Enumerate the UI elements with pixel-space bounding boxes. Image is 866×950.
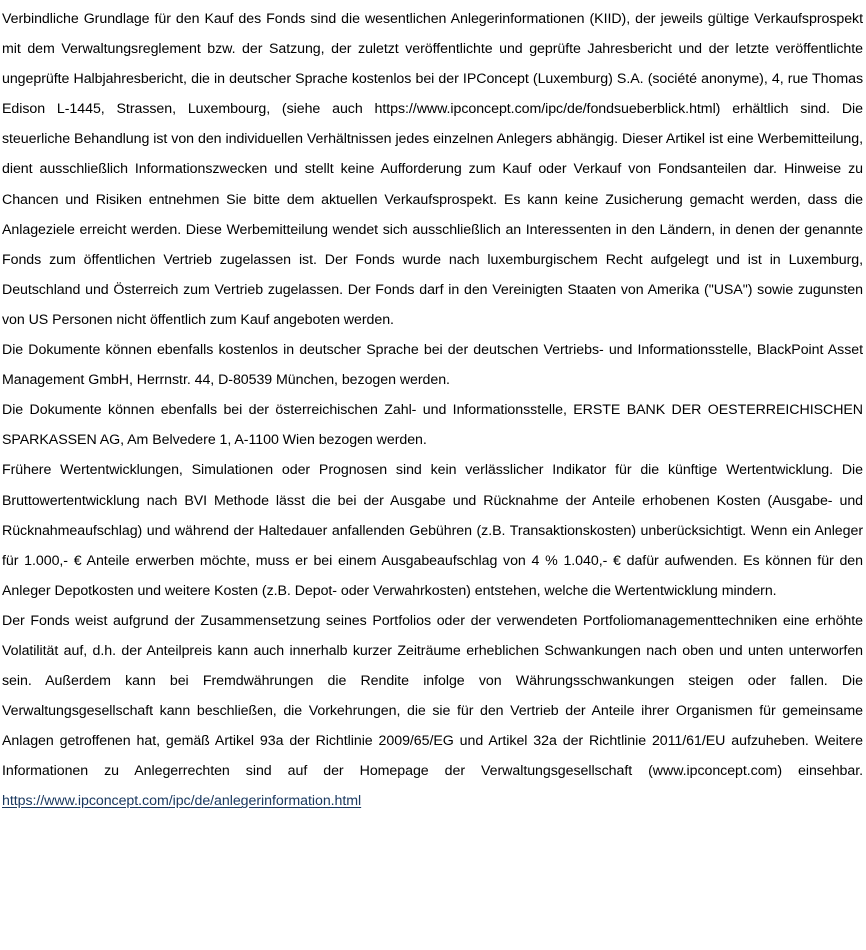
- paragraph-volatility-and-investor-rights: Der Fonds weist aufgrund der Zusammensetzung seines Portfolios oder der verwendeten Portfoliomanagementtechniken eine erhöhte Volatilität auf, d.h. der Anteilpreis kann auch innerhalb kurzer Zeiträume erheblichen Schwankungen nach oben und unten unterworfen sein. Außerdem kann bei Fremdwährungen die Rendite infolge von Währungsschwankungen steigen oder fallen. Die Verwaltungsgesellschaft kann beschließen, die Vorkehrungen, die sie für den Vertrieb der Anteile ihrer Organismen für gemeinsame Anlagen getroffenen hat, gemäß Artikel 93a der Richtlinie 2009/65/EG und Artikel 32a der Richtlinie 2011/61/EU aufzuheben. Weitere Informationen zu Anlegerrechten sind auf der Homepage der Verwaltungsgesellschaft (www.ipconcept.com) einsehbar.: [2, 612, 863, 780]
- paragraph-legal-basis: Verbindliche Grundlage für den Kauf des Fonds sind die wesentlichen Anlegerinformationen (KIID), der jeweils gültige Verkaufsprospekt mit dem Verwaltungsreglement bzw. der Satzung, der zuletzt veröffentlichte und geprüfte Jahresbericht und der letzte veröffentlichte ungeprüfte Halbjahresbericht, die in deutscher Sprache kostenlos bei der IPConcept (Luxemburg) S.A. (société anonyme), 4, rue Thomas Edison L-1445, Strassen, Luxembourg, (siehe auch https://www.ipconcept.com/ipc/de/fondsueberblick.html) erhältlich sind. Die steuerliche Behandlung ist von den individuellen Verhältnissen jedes einzelnen Anlegers abhängig. Dieser Artikel ist eine Werbemitteilung, dient ausschließlich Informationszwecken und stellt keine Aufforderung zum Kauf oder Verkauf von Fondsanteilen dar. Hinweise zu Chancen und Risiken entnehmen Sie bitte dem aktuellen Verkaufsprospekt. Es kann keine Zusicherung gemacht werden, dass die Anlageziele erreicht werden. Diese Werbemitteilung wendet sich ausschließlich an Interessenten in den Ländern, in denen der genannte Fonds zum öffentlichen Vertrieb zugelassen ist. Der Fonds wurde nach luxemburgischem Recht aufgelegt und ist in Luxemburg, Deutschland und Österreich zum Vertrieb zugelassen. Der Fonds darf in den Vereinigten Staaten von Amerika ("USA") sowie zugunsten von US Personen nicht öffentlich zum Kauf angeboten werden.: [2, 11, 863, 328]
- paragraph-austrian-paying-office: Die Dokumente können ebenfalls bei der österreichischen Zahl- und Informationsstelle, ERSTE BANK DER OESTERREICHISCHEN SPARKASSEN AG, Am Belvedere 1, A-1100 Wien bezogen werden.: [2, 402, 863, 449]
- footer-link-line: [2, 786, 863, 816]
- paragraph-past-performance: Frühere Wertentwicklungen, Simulationen oder Prognosen sind kein verlässlicher Indikator für die künftige Wertentwicklung. Die Bruttowertentwicklung nach BVI Methode lässt die bei der Ausgabe und Rücknahme der Anteile erhobenen Kosten (Ausgabe- und Rücknahmeaufschlag) und während der Haltedauer anfallenden Gebühren (z.B. Transaktionskosten) unberücksichtigt. Wenn ein Anleger für 1.000,- € Anteile erwerben möchte, muss er bei einem Ausgabeaufschlag von 4 % 1.040,- € dafür aufwenden. Es können für den Anleger Depotkosten und weitere Kosten (z.B. Depot- oder Verwahrkosten) entstehen, welche die Wertentwicklung mindern.: [2, 462, 863, 599]
- investor-information-link[interactable]: https://www.ipconcept.com/ipc/de/anlegerinformation.html: [2, 793, 362, 810]
- disclaimer-text-block: [2, 0, 863, 817]
- paragraph-german-distribution-office: Die Dokumente können ebenfalls kostenlos in deutscher Sprache bei der deutschen Vertriebs- und Informationsstelle, BlackPoint Asset Management GmbH, Herrnstr. 44, D-80539 München, bezogen werden.: [2, 342, 863, 389]
